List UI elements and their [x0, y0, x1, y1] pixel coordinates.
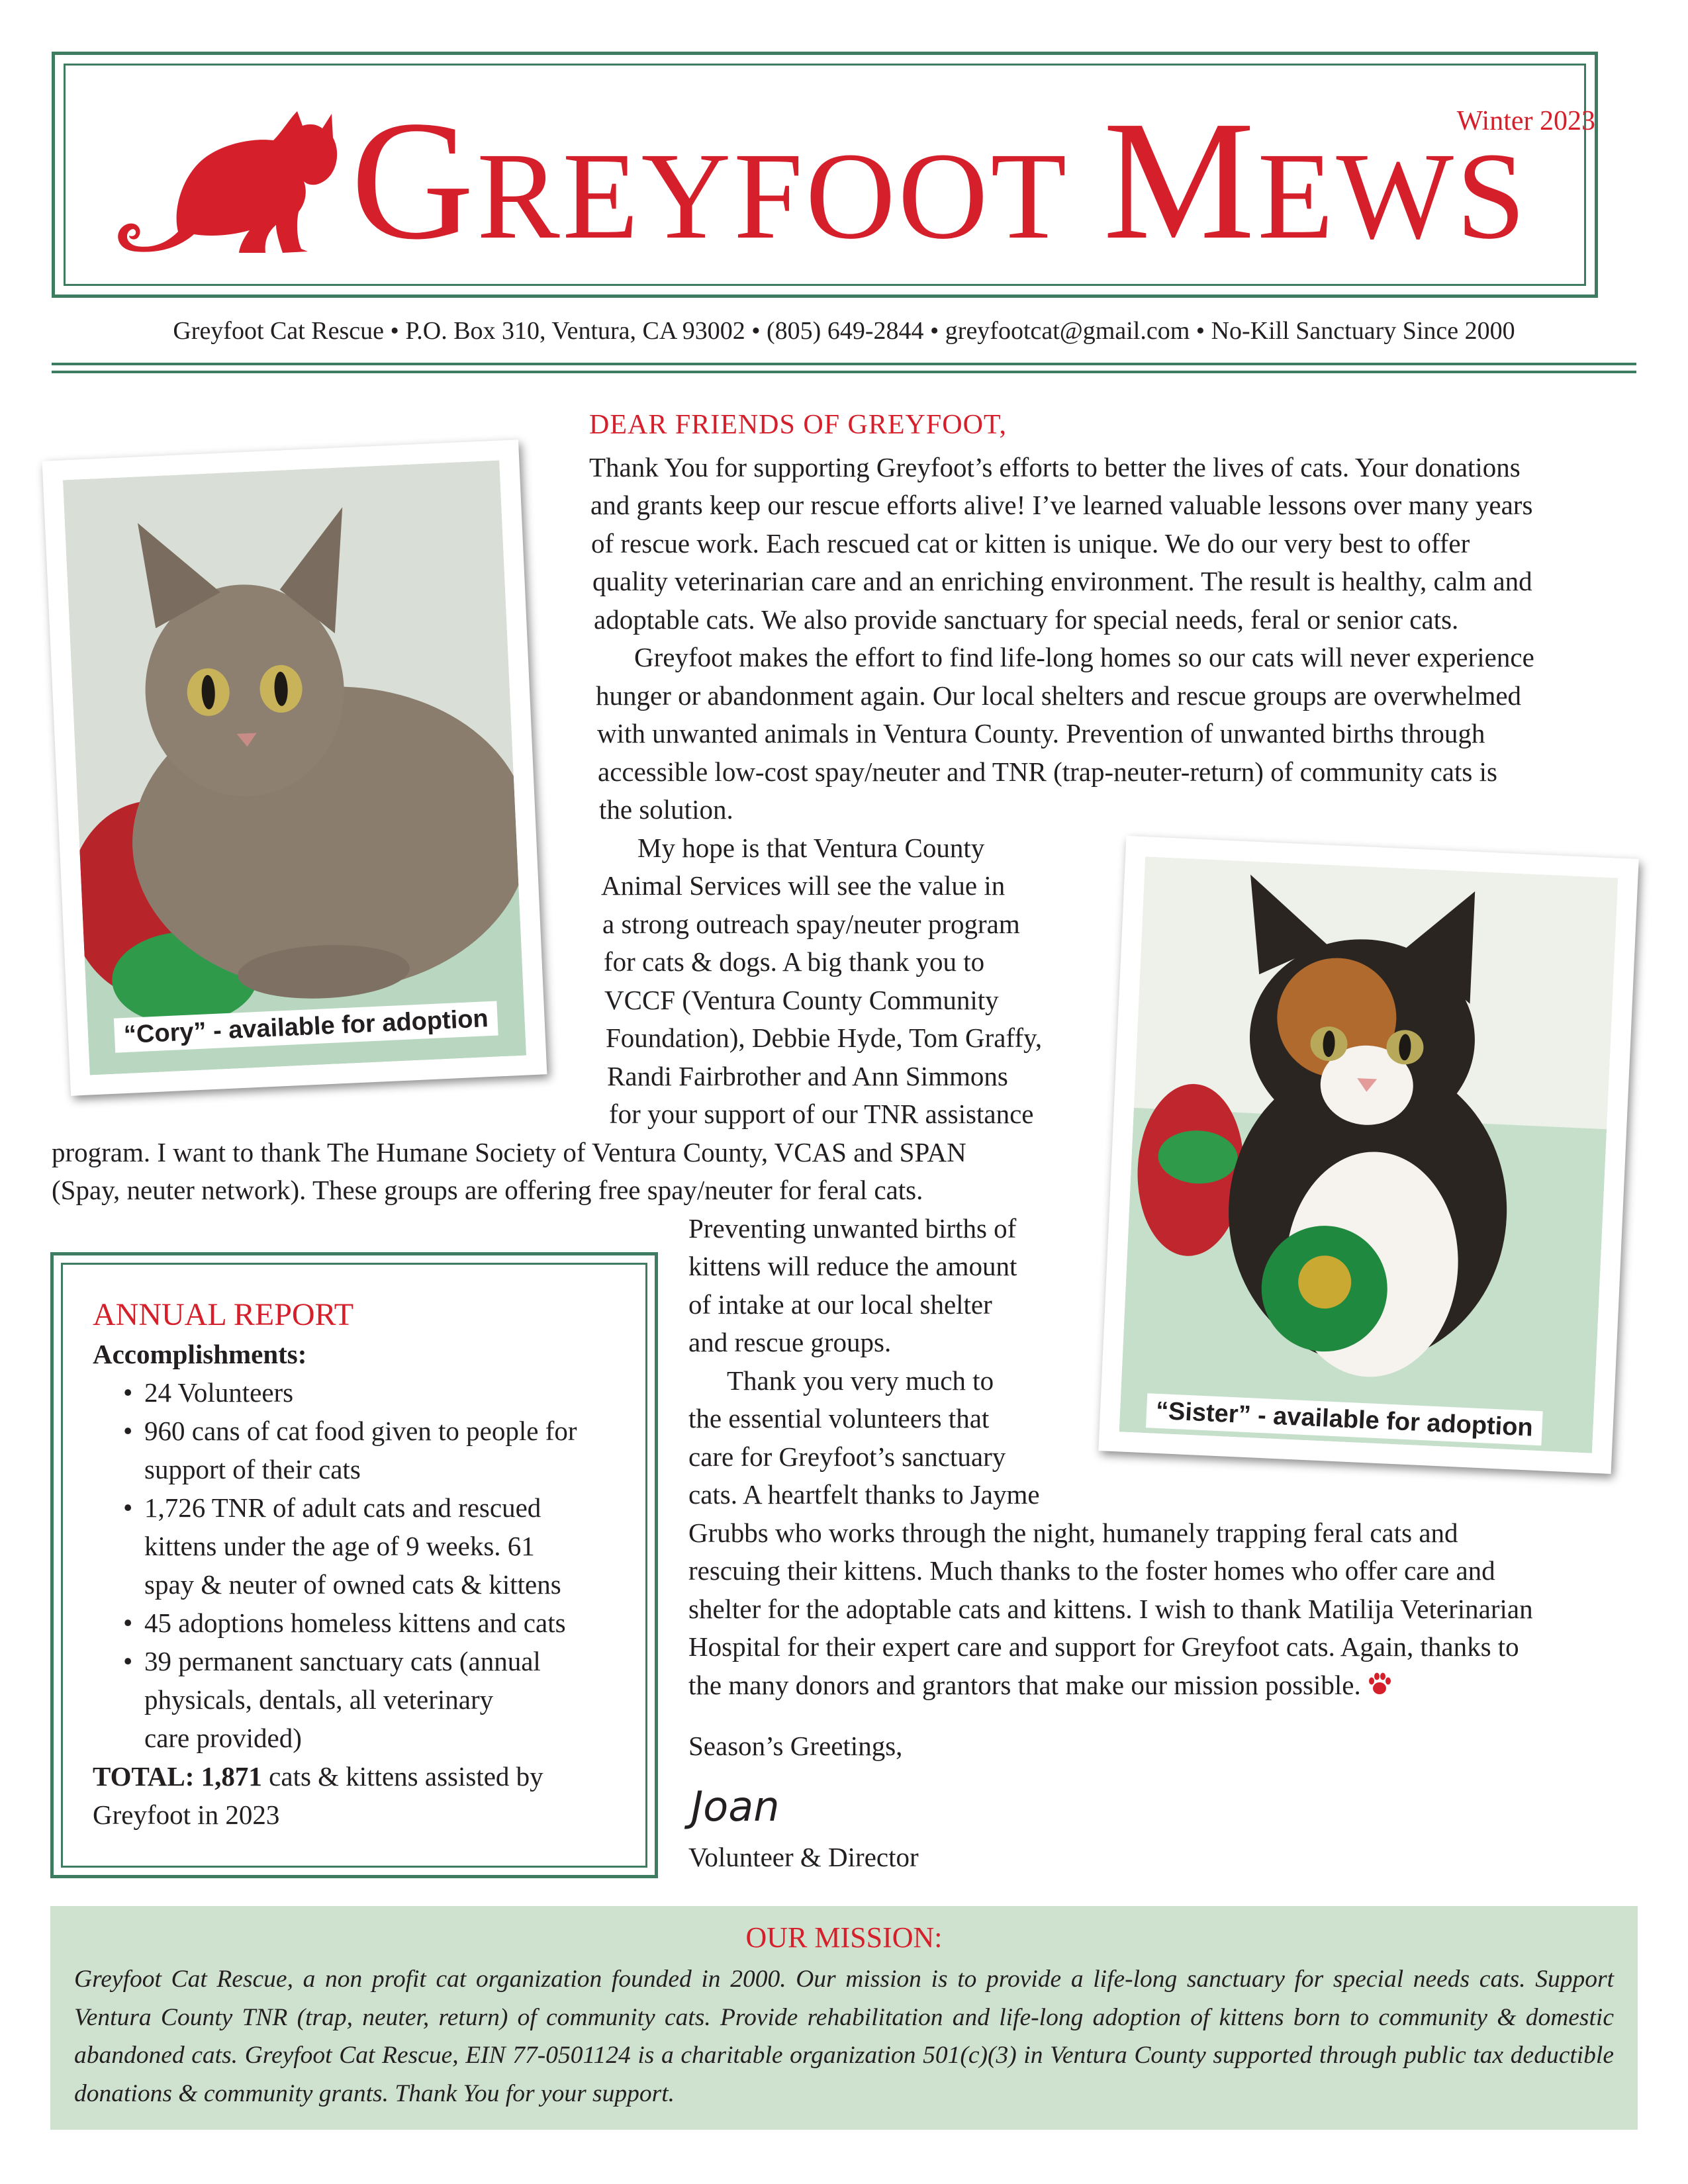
- letter-line: Hospital for their expert care and support for Greyfoot cats. Again, thanks to: [688, 1631, 1519, 1662]
- letter-line: quality veterinarian care and an enriching environment. The result is healthy, calm and: [592, 566, 1532, 596]
- report-item-cont: spay & neuter of owned cats & kittens: [144, 1569, 561, 1600]
- letter-line: Randi Fairbrother and Ann Simmons: [607, 1061, 1008, 1091]
- letter-closing: Season’s Greetings,: [688, 1731, 903, 1761]
- sister-caption: “Sister” - available for adoption: [1146, 1393, 1543, 1445]
- cat-logo-icon: [109, 99, 341, 265]
- letter-line: for cats & dogs. A big thank you to: [604, 946, 985, 977]
- report-bullet: •: [123, 1492, 133, 1523]
- report-item-cont: care provided): [144, 1723, 302, 1753]
- report-bullet: •: [123, 1608, 133, 1638]
- masthead-initial-g: G: [351, 85, 477, 275]
- report-total-rest: cats & kittens assisted by: [261, 1761, 543, 1792]
- header-rule-top: [52, 363, 1636, 365]
- letter-line: Grubbs who works through the night, humanely trapping feral cats and: [688, 1518, 1458, 1548]
- masthead-word-greyfoot: REYFOOT: [477, 126, 1070, 265]
- letter-line: Greyfoot makes the effort to find life-long homes so our cats will never experience: [634, 642, 1534, 672]
- letter-line: rescuing their kittens. Much thanks to the foster homes who offer care and: [688, 1555, 1495, 1586]
- letter-line: Animal Services will see the value in: [601, 870, 1006, 901]
- sister-cat-image: [1119, 856, 1618, 1453]
- mission-heading: OUR MISSION:: [745, 1921, 943, 1954]
- letter-line: of intake at our local shelter: [688, 1289, 992, 1320]
- letter-line: kittens will reduce the amount: [688, 1251, 1017, 1281]
- report-item: 45 adoptions homeless kittens and cats: [144, 1608, 566, 1638]
- letter-greeting: DEAR FRIENDS OF GREYFOOT,: [589, 410, 1007, 440]
- letter-line: for your support of our TNR assistance: [609, 1099, 1034, 1129]
- letter-line: the essential volunteers that: [688, 1403, 990, 1433]
- report-total-line2: Greyfoot in 2023: [93, 1799, 280, 1830]
- letter-line: adoptable cats. We also provide sanctuary for special needs, feral or senior cats.: [594, 604, 1459, 635]
- edition-label: Winter 2023: [1456, 106, 1595, 136]
- report-total-label: TOTAL: 1,871: [93, 1761, 262, 1792]
- letter-line: shelter for the adoptable cats and kittens. I wish to thank Matilija Veterinarian: [688, 1594, 1533, 1624]
- report-item: 960 cans of cat food given to people for: [144, 1416, 577, 1446]
- letter-line: and grants keep our rescue efforts alive! I’ve learned valuable lessons over many years: [590, 490, 1533, 520]
- letter-line: Preventing unwanted births of: [688, 1213, 1017, 1244]
- signature-title: Volunteer & Director: [688, 1842, 919, 1872]
- masthead-initial-m: M: [1103, 85, 1258, 275]
- report-item-cont: support of their cats: [144, 1454, 361, 1484]
- cory-cat-image: [63, 460, 526, 1075]
- report-bullet: •: [123, 1377, 133, 1408]
- mission-text: Greyfoot Cat Rescue, a non profit cat organization founded in 2000. Our mission is to provide a life-long sanctuary for special needs cats. Support Ventura County TNR (trap, neuter, return) of community cats. Provide rehabilitation and life-long adoption of kittens born to community & domestic abandoned cats. Greyfoot Cat Rescue, EIN 77-0501124 is a charitable organization 501(c)(3) in Ventura County supported through public tax deductible donations & community grants. Thank You for your support.: [74, 1966, 1614, 2107]
- letter-line: (Spay, neuter network). These groups are offering free spay/neuter for feral cats.: [52, 1175, 923, 1205]
- letter-line: VCCF (Ventura County Community: [604, 985, 999, 1015]
- report-bullet: •: [123, 1646, 133, 1676]
- report-total: [93, 1757, 543, 1796]
- report-item-cont: physicals, dentals, all veterinary: [144, 1684, 494, 1715]
- annual-report-heading: ANNUAL REPORT: [93, 1297, 354, 1332]
- accomplishments-heading: Accomplishments:: [93, 1339, 307, 1369]
- report-item: 24 Volunteers: [144, 1377, 294, 1408]
- letter-line: the solution.: [599, 794, 733, 825]
- letter-line: Thank you very much to: [727, 1365, 994, 1396]
- letter-line: My hope is that Ventura County: [637, 833, 985, 863]
- report-bullet: •: [123, 1416, 133, 1446]
- letter-line-text: the many donors and grantors that make our mission possible.: [688, 1670, 1361, 1700]
- letter-line-last: [688, 1666, 1393, 1705]
- letter-line: hunger or abandonment again. Our local shelters and rescue groups are overwhelmed: [596, 680, 1522, 711]
- photo-cory: [42, 439, 547, 1096]
- cory-caption: “Cory” - available for adoption: [114, 1001, 498, 1053]
- masthead-word-mews: EWS: [1257, 126, 1528, 265]
- paw-print-icon: [1366, 1670, 1393, 1697]
- letter-line: program. I want to thank The Humane Society of Ventura County, VCAS and SPAN: [52, 1137, 966, 1167]
- contact-address-line: Greyfoot Cat Rescue • P.O. Box 310, Ventura, CA 93002 • (805) 649-2844 • greyfootcat@gmail.com • No-Kill Sanctuary Since 2000: [173, 317, 1515, 345]
- letter-line: Thank You for supporting Greyfoot’s efforts to better the lives of cats. Your donations: [589, 452, 1521, 482]
- letter-line: and rescue groups.: [688, 1327, 892, 1357]
- header-rule-bottom: [52, 371, 1636, 373]
- letter-line: care for Greyfoot’s sanctuary: [688, 1441, 1006, 1472]
- letter-line: accessible low-cost spay/neuter and TNR (trap-neuter-return) of community cats is: [598, 756, 1497, 787]
- report-item-cont: kittens under the age of 9 weeks. 61: [144, 1531, 535, 1561]
- signature-joan: Joan: [691, 1782, 780, 1831]
- report-item: 39 permanent sanctuary cats (annual: [144, 1646, 541, 1676]
- letter-line: with unwanted animals in Ventura County. Prevention of unwanted births through: [597, 718, 1485, 749]
- letter-line: a strong outreach spay/neuter program: [602, 909, 1020, 939]
- letter-line: Foundation), Debbie Hyde, Tom Graffy,: [606, 1023, 1043, 1053]
- photo-sister: [1098, 836, 1638, 1474]
- report-item: 1,726 TNR of adult cats and rescued: [144, 1492, 541, 1523]
- letter-line: cats. A heartfelt thanks to Jayme: [688, 1479, 1040, 1510]
- letter-line: of rescue work. Each rescued cat or kitten is unique. We do our very best to offer: [591, 528, 1470, 559]
